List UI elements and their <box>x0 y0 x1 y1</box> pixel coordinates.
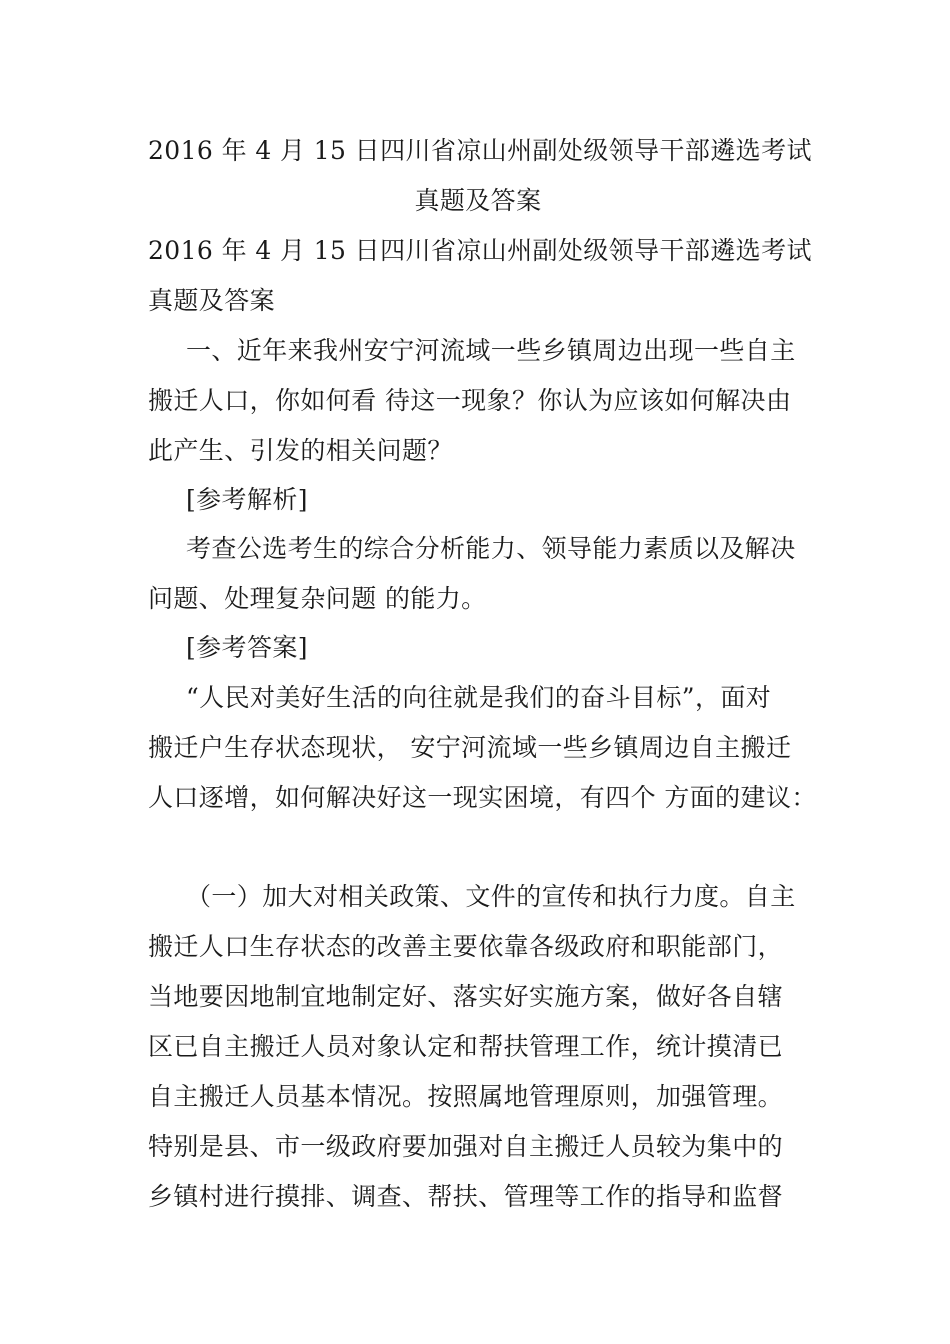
question-line-3: 此产生、引发的相关问题？ <box>148 436 453 465</box>
answer-intro-line-1: “人民对美好生活的向往就是我们的奋斗目标”，面对 <box>186 683 772 712</box>
analysis-line-2: 问题、处理复杂问题 的能力。 <box>148 584 487 613</box>
answer-intro-line-3: 人口逐增，如何解决好这一现实困境，有四个 方面的建议： <box>148 783 817 812</box>
point-one-line-6: 特别是县、市一级政府要加强对自主搬迁人员较为集中的 <box>148 1132 784 1161</box>
analysis-line-1: 考查公选考生的综合分析能力、领导能力素质以及解决 <box>186 534 796 563</box>
point-one-line-7: 乡镇村进行摸排、调查、帮扶、管理等工作的指导和监督 <box>148 1182 784 1211</box>
point-one-line-3: 当地要因地制宜地制定好、落实好实施方案，做好各自辖 <box>148 982 784 1011</box>
answer-label: [参考答案] <box>186 633 308 662</box>
point-one-line-4: 区已自主搬迁人员对象认定和帮扶管理工作，统计摸清已 <box>148 1032 784 1061</box>
question-line-1: 一、近年来我州安宁河流域一些乡镇周边出现一些自主 <box>186 336 796 365</box>
analysis-label: [参考解析] <box>186 485 308 514</box>
question-line-2: 搬迁人口，你如何看 待这一现象？你认为应该如何解决由 <box>148 386 792 415</box>
document-title-line-2: 真题及答案 <box>414 186 542 215</box>
point-one-line-1: （一）加大对相关政策、文件的宣传和执行力度。自主 <box>186 882 796 911</box>
document-heading-line-1: 2016 年 4 月 15 日四川省凉山州副处级领导干部遴选考试 <box>148 236 812 265</box>
point-one-line-5: 自主搬迁人员基本情况。按照属地管理原则，加强管理。 <box>148 1082 784 1111</box>
point-one-line-2: 搬迁人口生存状态的改善主要依靠各级政府和职能部门， <box>148 932 784 961</box>
document-heading-line-2: 真题及答案 <box>148 286 276 315</box>
document-title-line-1: 2016 年 4 月 15 日四川省凉山州副处级领导干部遴选考试 <box>148 136 812 165</box>
answer-intro-line-2: 搬迁户生存状态现状， 安宁河流域一些乡镇周边自主搬迁 <box>148 733 792 762</box>
